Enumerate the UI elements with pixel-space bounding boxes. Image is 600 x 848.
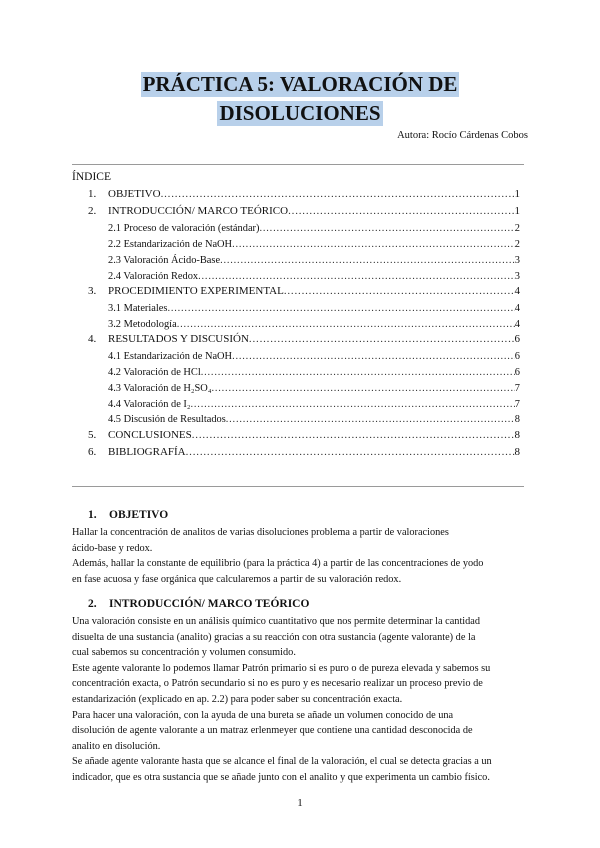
section-number: 2.: [88, 598, 97, 610]
paragraph-line: Para hacer una valoración, con la ayuda de una bureta se añade un volumen conocido de una: [72, 709, 454, 721]
toc-entry-page: 6: [514, 351, 520, 362]
toc-entry-label: 3.2 Metodología: [108, 319, 177, 330]
toc-entry-page: 4: [514, 285, 520, 297]
toc-entry-page: 1: [514, 188, 520, 200]
toc-entry-page: 8: [514, 429, 520, 441]
toc-subentry[interactable]: [108, 302, 520, 315]
toc-entry-number: 5.: [88, 429, 97, 441]
paragraph-line: Además, hallar la constante de equilibrio (para la práctica 4) a partir de las concentraciones de yodo: [72, 558, 484, 570]
toc-dot-leader: [177, 318, 515, 331]
toc-entry-label: 2.2 Estandarización de NaOH: [108, 239, 233, 250]
toc-entry-label: 2.1 Proceso de valoración (estándar): [108, 223, 260, 234]
toc-entry-label: 4.5 Discusión de Resultados: [108, 414, 226, 425]
toc-dot-leader: [249, 333, 515, 346]
section-body-introduccion: [72, 614, 530, 786]
toc-dot-leader: [232, 238, 515, 251]
toc-dot-leader: [232, 350, 515, 363]
toc-entry-page: 8: [514, 446, 520, 458]
toc-entry-number: 1.: [88, 188, 97, 200]
toc-dot-leader: [192, 429, 515, 442]
toc-entry-label: BIBLIOGRAFÍA: [108, 446, 186, 458]
toc-entry-page: 3: [514, 271, 520, 282]
toc-subentry[interactable]: [108, 413, 520, 426]
toc-entry-page: 3: [514, 255, 520, 266]
toc-entry-label: 3.1 Materiales: [108, 303, 168, 314]
toc-entry-number: 6.: [88, 446, 97, 458]
paragraph-line: estandarización (explicado en ap. 2.2) para poder saber su concentración exacta.: [72, 693, 403, 705]
paragraph-line: cual sabemos su concentración y volumen consumido.: [72, 647, 296, 659]
divider-top: [72, 164, 524, 165]
toc-entry[interactable]: [88, 429, 520, 442]
toc-subentry[interactable]: [108, 270, 520, 283]
section-heading-introduccion: [88, 598, 309, 610]
toc-dot-leader: [161, 188, 515, 201]
toc-entry-label: 2.4 Valoración Redox: [108, 271, 199, 282]
toc-subentry[interactable]: [108, 382, 520, 395]
toc-entry-page: 8: [514, 414, 520, 425]
toc-entry-page: 7: [514, 399, 520, 410]
toc-dot-leader: [259, 222, 514, 235]
title-line-1: PRÁCTICA 5: VALORACIÓN DE: [142, 72, 458, 96]
toc-dot-leader: [211, 382, 514, 395]
toc-entry-page: 4: [514, 303, 520, 314]
toc-subentry[interactable]: [108, 318, 520, 331]
toc-entry[interactable]: [88, 205, 520, 218]
paragraph-line: Se añade agente valorante hasta que se alcance el final de la valoración, el cual se detecta gracias a un: [72, 756, 492, 768]
toc-entry-label: INTRODUCCIÓN/ MARCO TEÓRICO: [108, 205, 289, 217]
toc-entry-number: 4.: [88, 333, 97, 345]
paragraph-line: ácido-base y redox.: [72, 542, 153, 554]
section-title: OBJETIVO: [109, 509, 169, 521]
toc-dot-leader: [220, 254, 515, 267]
toc-entry-label: RESULTADOS Y DISCUSIÓN: [108, 333, 249, 345]
toc-dot-leader: [191, 398, 515, 411]
toc-entry-label: CONCLUSIONES: [108, 429, 192, 441]
toc-heading: ÍNDICE: [72, 171, 111, 183]
toc-dot-leader: [284, 285, 515, 298]
toc-subentry[interactable]: [108, 238, 520, 251]
toc-entry-page: 1: [514, 205, 520, 217]
title-line-2: DISOLUCIONES: [219, 101, 381, 125]
toc-entry-page: 6: [514, 333, 520, 345]
toc-dot-leader: [288, 205, 514, 218]
paragraph-line: disuelta de una sustancia (analito) gracias a su reacción con otra sustancia (agente valorante) de la: [72, 631, 476, 643]
toc-dot-leader: [198, 270, 515, 283]
toc-entry-label: 4.1 Estandarización de NaOH: [108, 351, 233, 362]
toc-subentry[interactable]: [108, 398, 520, 411]
paragraph-line: en fase acuosa y fase orgánica que calcularemos a partir de su valoración redox.: [72, 573, 402, 585]
document-title: [0, 70, 600, 128]
page-number: 1: [297, 797, 303, 809]
toc-entry-label: 4.4 Valoración de I₂: [108, 399, 191, 410]
toc-dot-leader: [226, 413, 515, 426]
toc-subentry[interactable]: [108, 222, 520, 235]
toc-entry[interactable]: [88, 446, 520, 459]
toc-subentry[interactable]: [108, 254, 520, 267]
toc-subentry[interactable]: [108, 366, 520, 379]
paragraph-line: analito en disolución.: [72, 740, 161, 752]
author-line: Autora: Rocío Cárdenas Cobos: [397, 130, 528, 141]
toc-entry[interactable]: [88, 285, 520, 298]
toc-entry-page: 4: [514, 319, 520, 330]
toc-entry-label: 4.2 Valoración de HCl: [108, 367, 201, 378]
toc-entry[interactable]: [88, 333, 520, 346]
paragraph-line: indicador, que es otra sustancia que se añade junto con el analito y que experimenta un cambio físico.: [72, 771, 490, 783]
paragraph-line: concentración exacta, o Patrón secundario si no es puro y es necesario realizar un proceso previo de: [72, 678, 483, 690]
paragraph-line: disolución de agente valorante a un matraz erlenmeyer que contiene una cantidad desconocida de: [72, 725, 473, 737]
toc-dot-leader: [186, 446, 515, 459]
toc-entry-label: PROCEDIMIENTO EXPERIMENTAL: [108, 285, 284, 297]
paragraph-line: Hallar la concentración de analitos de varias disoluciones problema a partir de valoraciones: [72, 527, 449, 538]
section-title: INTRODUCCIÓN/ MARCO TEÓRICO: [109, 598, 310, 610]
toc-entry-label: OBJETIVO: [108, 188, 161, 200]
toc-entry-number: 2.: [88, 205, 97, 217]
toc-subentry[interactable]: [108, 350, 520, 363]
toc-entry-number: 3.: [88, 285, 97, 297]
toc-entry-label: 4.3 Valoración de H₂SO₄: [108, 383, 212, 394]
toc-entry-label: 2.3 Valoración Ácido-Base: [108, 255, 221, 266]
toc-dot-leader: [201, 366, 515, 379]
toc-entry[interactable]: [88, 188, 520, 201]
toc-entry-page: 2: [514, 223, 520, 234]
section-body-objetivo: [72, 525, 530, 587]
divider-bottom: [72, 486, 524, 487]
section-heading-objetivo: [88, 509, 168, 521]
paragraph-line: Este agente valorante lo podemos llamar Patrón primario si es puro o de pureza elevada y sabemos su: [72, 662, 491, 674]
toc-entry-page: 2: [514, 239, 520, 250]
toc-entry-page: 7: [514, 383, 520, 394]
toc-dot-leader: [167, 302, 514, 315]
paragraph-line: Una valoración consiste en un análisis químico cuantitativo que nos permite determinar la cantidad: [72, 616, 481, 627]
toc-entry-page: 6: [514, 367, 520, 378]
section-number: 1.: [88, 509, 97, 521]
